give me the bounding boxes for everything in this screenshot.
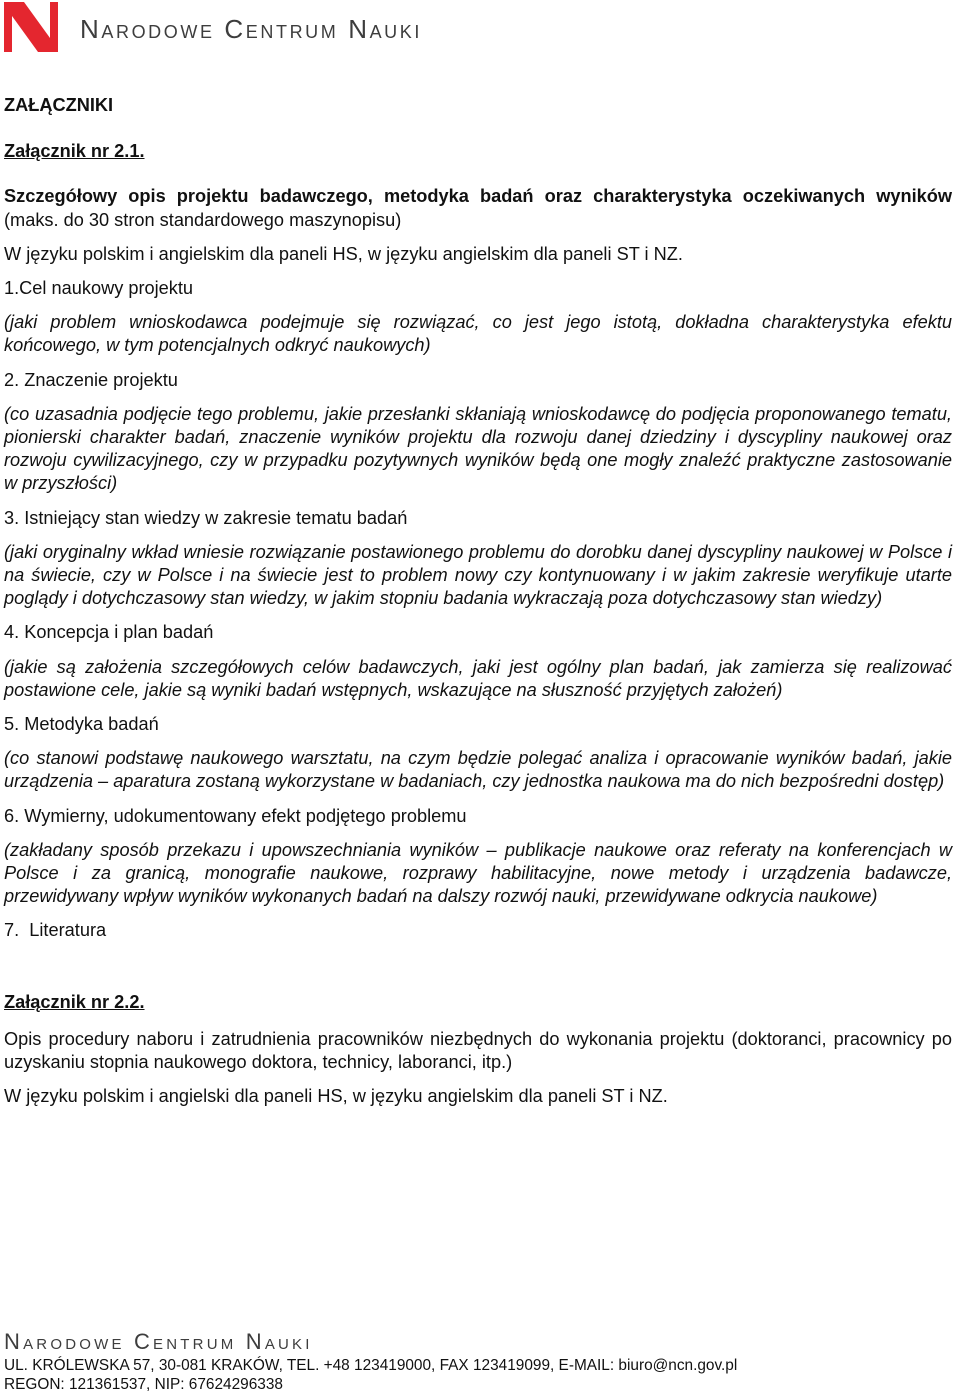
section-desc-3: (jaki oryginalny wkład wniesie rozwiązanie postawionego problemu do dorobku danej dyscypliny naukowej w Polsce i na świecie, czy w Polsce i na świecie jest to problem nowy czy kontynuowany i w jakim zakresie weryfikuje utarte poglądy i dotychczasowy stan wiedzy, w jakim stopniu badania wykraczają poza dotychczasowy stan wiedzy) xyxy=(4,541,952,609)
document-body xyxy=(4,94,952,1109)
page-header xyxy=(4,2,604,52)
section-title-1: 1.Cel naukowy projektu xyxy=(4,278,194,299)
annex-title-2-2: Załącznik nr 2.2. xyxy=(4,991,145,1012)
section-title-4: 4. Koncepcja i plan badań xyxy=(4,622,214,643)
section-title-2: 2. Znaczenie projektu xyxy=(4,369,178,390)
institution-name: Narodowe Centrum Nauki xyxy=(80,14,422,44)
footer-address: UL. KRÓLEWSKA 57, 30-081 KRAKÓW, TEL. +48 123419000, FAX 123419099, E-MAIL: biuro@ncn.gov.pl xyxy=(4,1357,738,1374)
section-title-3: 3. Istniejący stan wiedzy w zakresie tematu badań xyxy=(4,507,408,528)
section-title-5: 5. Metodyka badań xyxy=(4,714,159,735)
page-footer xyxy=(4,1330,954,1394)
annex-2-language-note: W języku polskim i angielski dla paneli HS, w języku angielskim dla paneli ST i NZ. xyxy=(4,1086,668,1107)
section-title-6: 6. Wymierny, udokumentowany efekt podjętego problemu xyxy=(4,805,467,826)
footer-registry: REGON: 121361537, NIP: 67624296338 xyxy=(4,1376,283,1393)
annex-subtitle xyxy=(4,185,952,231)
section-title-7: 7. Literatura xyxy=(4,920,107,941)
section-desc-4: (jakie są założenia szczegółowych celów badawczych, jaki jest ogólny plan badań, jak zamierza się realizować postawione cele, jakie są wyniki badań wstępnych, wskazujące na słuszność przyjętych założeń) xyxy=(4,656,952,700)
annex-title-2-1: Załącznik nr 2.1. xyxy=(4,141,145,162)
section-desc-1: (jaki problem wnioskodawca podejmuje się rozwiązać, co jest jego istotą, dokładna charakterystyka efektu końcowego, w tym potencjalnych odkryć naukowych) xyxy=(4,312,952,356)
footer-institution-name: Narodowe Centrum Nauki xyxy=(4,1329,313,1354)
section-desc-2: (co uzasadnia podjęcie tego problemu, jakie przesłanki skłaniają wnioskodawcę do podjęcia proponowanego tematu, pionierski charakter badań, znaczenie wyników projektu dla rozwoju danej dziedziny i dyscypliny naukowej oraz rozwoju cywilizacyjnego, czy w przypadku pozytywnych wyników będą one mogły znaleźć praktyczne zastosowanie w przyszłości) xyxy=(4,403,952,494)
annex-subtitle-rest: (maks. do 30 stron standardowego maszynopisu) xyxy=(4,209,402,230)
annex-2-body: Opis procedury naboru i zatrudnienia pracowników niezbędnych do wykonania projektu (doktoranci, pracownicy po uzyskaniu stopnia naukowego doktora, technicy, laboranci, itp.) xyxy=(4,1028,952,1073)
document-heading: ZAŁĄCZNIKI xyxy=(4,95,114,115)
section-desc-5: (co stanowi podstawę naukowego warsztatu, na czym będzie polegać analiza i opracowanie wyników badań, jakie urządzenia – aparatura zostaną wykorzystane w badaniach, czy jednostka naukowa ma do nich bezpośredni dostęp) xyxy=(4,748,952,792)
ncn-logo-icon xyxy=(4,2,58,52)
section-desc-6: (zakładany sposób przekazu i upowszechniania wyników – publikacje naukowe oraz referaty na konferencjach w Polsce i za granicą, monografie naukowe, rozprawy habilitacyjne, nowe metody i urządzenia badawcze, przewidywany wpływ wyników wykonanych badań na dalszy rozwój nauki, przewidywane odkrycia naukowe) xyxy=(4,839,952,907)
language-note: W języku polskim i angielskim dla paneli HS, w języku angielskim dla paneli ST i NZ. xyxy=(4,243,683,264)
annex-subtitle-bold: Szczegółowy opis projektu badawczego, metodyka badań oraz charakterystyka oczekiwanych wyników xyxy=(4,186,952,207)
